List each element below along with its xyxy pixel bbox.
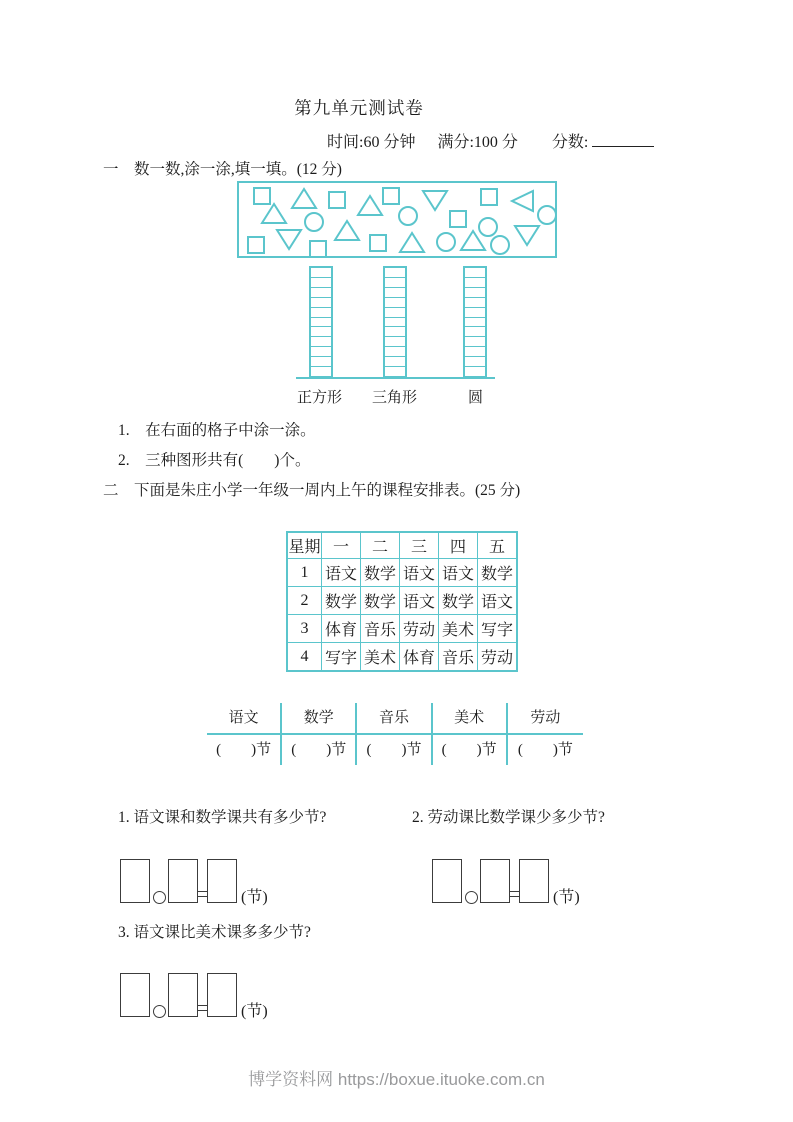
shape-square: [248, 237, 264, 253]
schedule-cell: 写字: [322, 643, 361, 672]
grid-label-square: 正方形: [297, 390, 343, 406]
schedule-cell: 美术: [439, 615, 478, 643]
unit-label: (节): [241, 889, 268, 906]
count-grid-cell[interactable]: [465, 268, 485, 278]
count-grid-circles: [463, 266, 487, 378]
count-grid-squares: [309, 266, 333, 378]
shape-tri-down: [423, 191, 447, 210]
schedule-cell: 美术: [361, 643, 400, 672]
question-3: 3. 语文课比美术课多多少节?: [118, 924, 311, 941]
schedule-cell: 数学: [478, 559, 518, 587]
tally-subject-header: 音乐: [357, 703, 432, 735]
schedule-cell: 音乐: [361, 615, 400, 643]
schedule-cell: 写字: [478, 615, 518, 643]
shape-square: [254, 188, 270, 204]
tally-subject-header: 数学: [282, 703, 357, 735]
answer-box[interactable]: [168, 859, 198, 903]
count-grid-cell[interactable]: [465, 308, 485, 318]
schedule-cell: 语文: [439, 559, 478, 587]
grid-baseline: [296, 377, 495, 379]
subject-count-table: [207, 703, 583, 765]
shape-circle: [491, 236, 509, 254]
shape-square: [383, 188, 399, 204]
shape-circle: [479, 218, 497, 236]
schedule-cell: 体育: [400, 643, 439, 672]
count-grid-cell[interactable]: [311, 298, 331, 308]
shape-tri-up: [335, 221, 359, 240]
schedule-row: [287, 615, 517, 643]
score-blank-line[interactable]: [592, 132, 654, 147]
equals-sign: [198, 891, 207, 897]
count-grid-cell[interactable]: [385, 308, 405, 318]
schedule-cell: 语文: [478, 587, 518, 615]
tally-answer-cell[interactable]: ( )节: [282, 735, 357, 765]
count-grid-cell[interactable]: [311, 337, 331, 347]
unit-label: (节): [241, 1003, 268, 1020]
schedule-cell: 体育: [322, 615, 361, 643]
info-line: [327, 129, 654, 152]
schedule-row: [287, 643, 517, 672]
count-grid-cell[interactable]: [311, 268, 331, 278]
count-grid-cell[interactable]: [465, 367, 485, 376]
shape-tri-up: [358, 196, 382, 215]
shape-square: [450, 211, 466, 227]
shape-circle: [399, 207, 417, 225]
answer-box[interactable]: [432, 859, 462, 903]
count-grid-cell[interactable]: [385, 327, 405, 337]
count-grid-cell[interactable]: [311, 308, 331, 318]
schedule-row: [287, 587, 517, 615]
shape-circle: [305, 213, 323, 231]
schedule-header-cell: 二: [361, 532, 400, 559]
shape-tri-up: [262, 204, 286, 223]
time-limit-label: 时间:60 分钟: [327, 134, 416, 151]
tally-answer-cell[interactable]: ( )节: [517, 742, 573, 758]
count-grid-cell[interactable]: [465, 278, 485, 288]
schedule-header-cell: 四: [439, 532, 478, 559]
equals-sign: [510, 891, 519, 897]
count-grid-cell[interactable]: [465, 318, 485, 328]
operator-circle[interactable]: [153, 1005, 166, 1018]
question-2: 2. 劳动课比数学课少多少节?: [412, 809, 605, 826]
schedule-cell: 1: [287, 559, 322, 587]
class-schedule-table: [286, 531, 518, 672]
grid-label-circle: 圆: [468, 390, 484, 406]
section-one-item-2[interactable]: 2. 三种图形共有( )个。: [118, 452, 311, 469]
answer-box[interactable]: [168, 973, 198, 1017]
grid-label-triangle: 三角形: [372, 390, 418, 406]
count-grid-cell[interactable]: [311, 318, 331, 328]
shape-tri-left: [512, 191, 533, 211]
schedule-header-cell: 一: [322, 532, 361, 559]
schedule-cell: 数学: [361, 587, 400, 615]
shape-tri-down: [277, 230, 301, 249]
count-grid-cell[interactable]: [385, 268, 405, 278]
tally-answer-cell[interactable]: ( )节: [357, 735, 432, 765]
count-grid-cell[interactable]: [465, 288, 485, 298]
section-one-heading: 一 数一数,涂一涂,填一填。(12 分): [103, 161, 342, 178]
count-grid-cell[interactable]: [385, 298, 405, 308]
count-grid-triangles: [383, 266, 407, 378]
tally-subject-header: 劳动: [508, 703, 583, 735]
shape-square: [370, 235, 386, 251]
schedule-cell: 数学: [322, 587, 361, 615]
count-grid-cell[interactable]: [385, 357, 405, 367]
schedule-row: [287, 559, 517, 587]
answer-box[interactable]: [480, 859, 510, 903]
schedule-cell: 数学: [361, 559, 400, 587]
schedule-cell: 劳动: [400, 615, 439, 643]
count-grid-cell[interactable]: [465, 327, 485, 337]
count-grid-cell[interactable]: [465, 357, 485, 367]
full-score-label: 满分:100 分: [437, 134, 518, 151]
footer-watermark: 博学资料网 https://boxue.ituoke.com.cn: [248, 1070, 545, 1089]
schedule-cell: 语文: [400, 587, 439, 615]
count-grid-cell[interactable]: [311, 327, 331, 337]
equation-group-2: [432, 858, 580, 906]
schedule-cell: 3: [287, 615, 322, 643]
schedule-cell: 语文: [322, 559, 361, 587]
section-two-heading: 二 下面是朱庄小学一年级一周内上午的课程安排表。(25 分): [103, 482, 521, 499]
count-grid-cell[interactable]: [385, 318, 405, 328]
shapes-field: [237, 181, 557, 258]
equals-sign: [198, 1005, 207, 1011]
count-grid-cell[interactable]: [311, 347, 331, 357]
shape-tri-up: [292, 189, 316, 208]
count-grid-cell[interactable]: [385, 278, 405, 288]
schedule-header-cell: 五: [478, 532, 518, 559]
tally-answer-cell[interactable]: ( )节: [207, 735, 282, 765]
count-grid-cell[interactable]: [311, 357, 331, 367]
count-grid-cell[interactable]: [311, 288, 331, 298]
equation-group-1: [120, 858, 268, 906]
schedule-cell: 劳动: [478, 643, 518, 672]
schedule-header-cell: 星期: [287, 532, 322, 559]
shapes-figure: [239, 183, 555, 256]
tally-subject-header: 语文: [207, 703, 282, 735]
count-grid-cell[interactable]: [465, 298, 485, 308]
answer-box[interactable]: [207, 859, 237, 903]
count-grid-cell[interactable]: [311, 278, 331, 288]
count-grid-cell[interactable]: [465, 337, 485, 347]
shape-square: [310, 241, 326, 256]
unit-label: (节): [553, 889, 580, 906]
score-label: 分数:: [551, 134, 589, 151]
shape-circle: [437, 233, 455, 251]
equation-group-3: [120, 972, 268, 1020]
tally-answer-cell[interactable]: ( )节: [433, 735, 508, 765]
operator-circle[interactable]: [153, 891, 166, 904]
count-grid-cell[interactable]: [385, 337, 405, 347]
count-grid-cell[interactable]: [311, 367, 331, 376]
answer-box[interactable]: [519, 859, 549, 903]
shape-square: [481, 189, 497, 205]
schedule-cell: 数学: [439, 587, 478, 615]
schedule-cell: 音乐: [439, 643, 478, 672]
operator-circle[interactable]: [465, 891, 478, 904]
answer-box[interactable]: [120, 859, 150, 903]
tally-subject-header: 美术: [433, 703, 508, 735]
count-grid-cell[interactable]: [385, 347, 405, 357]
schedule-cell: 4: [287, 643, 322, 672]
count-grid-cell[interactable]: [465, 347, 485, 357]
schedule-cell: 语文: [400, 559, 439, 587]
count-grid-cell[interactable]: [385, 367, 405, 376]
count-grid-cell[interactable]: [385, 288, 405, 298]
schedule-cell: 2: [287, 587, 322, 615]
shape-tri-up: [400, 233, 424, 252]
question-1: 1. 语文课和数学课共有多少节?: [118, 809, 327, 826]
shape-tri-down: [515, 226, 539, 245]
shape-square: [329, 192, 345, 208]
shape-circle: [538, 206, 555, 224]
section-one-item-1: 1. 在右面的格子中涂一涂。: [118, 422, 316, 439]
answer-box[interactable]: [120, 973, 150, 1017]
page-title: 第九单元测试卷: [294, 98, 424, 118]
schedule-header-cell: 三: [400, 532, 439, 559]
answer-box[interactable]: [207, 973, 237, 1017]
